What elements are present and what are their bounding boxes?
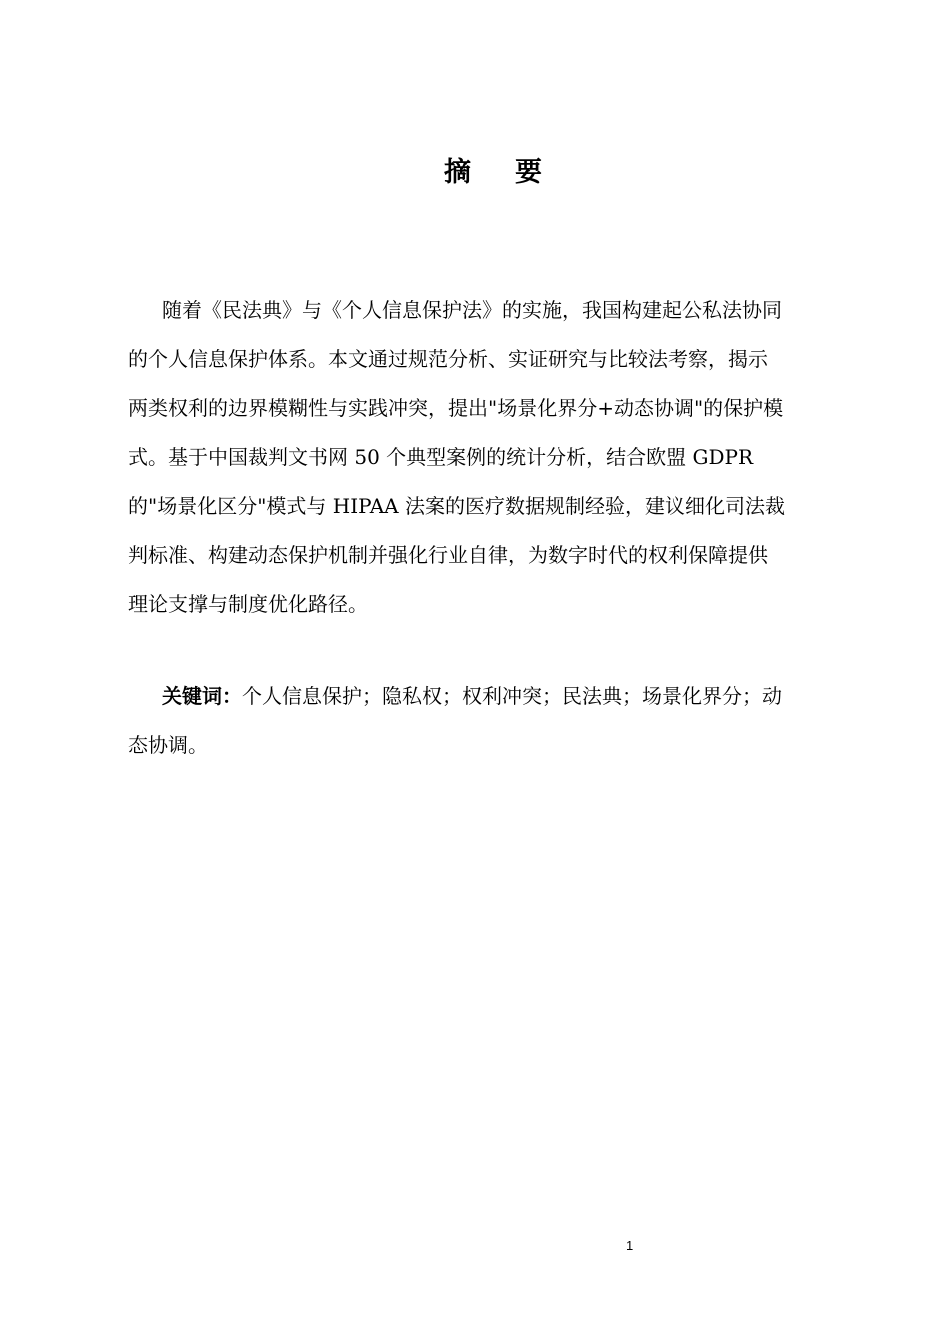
keywords-line xyxy=(128,672,860,721)
abstract-paragraph xyxy=(128,286,860,629)
keywords-list: 个人信息保护；隐私权；权利冲突；民法典；场景化界分；动 xyxy=(242,684,782,708)
abstract-line: 的个人信息保护体系。本文通过规范分析、实证研究与比较法考察，揭示 xyxy=(128,347,768,371)
abstract-line: 理论支撑与制度优化路径。 xyxy=(128,592,368,616)
abstract-title xyxy=(0,150,950,189)
abstract-line: 随着《民法典》与《个人信息保护法》的实施，我国构建起公私法协同 xyxy=(162,298,782,322)
abstract-line: 两类权利的边界模糊性与实践冲突，提出"场景化界分+动态协调"的保护模 xyxy=(128,396,784,420)
abstract-line: 的"场景化区分"模式与 HIPAA 法案的医疗数据规制经验，建议细化司法裁 xyxy=(128,494,785,518)
keywords-paragraph xyxy=(128,672,860,770)
page-number: 1 xyxy=(626,1238,634,1253)
abstract-line: 式。基于中国裁判文书网 50 个典型案例的统计分析，结合欧盟 GDPR xyxy=(128,445,754,469)
keywords-label: 关键词： xyxy=(162,684,242,708)
abstract-line: 判标准、构建动态保护机制并强化行业自律，为数字时代的权利保障提供 xyxy=(128,543,768,567)
keywords-line-continued: 态协调。 xyxy=(128,733,208,757)
title-char-2: 要 xyxy=(515,157,542,188)
title-char-1: 摘 xyxy=(444,157,471,188)
